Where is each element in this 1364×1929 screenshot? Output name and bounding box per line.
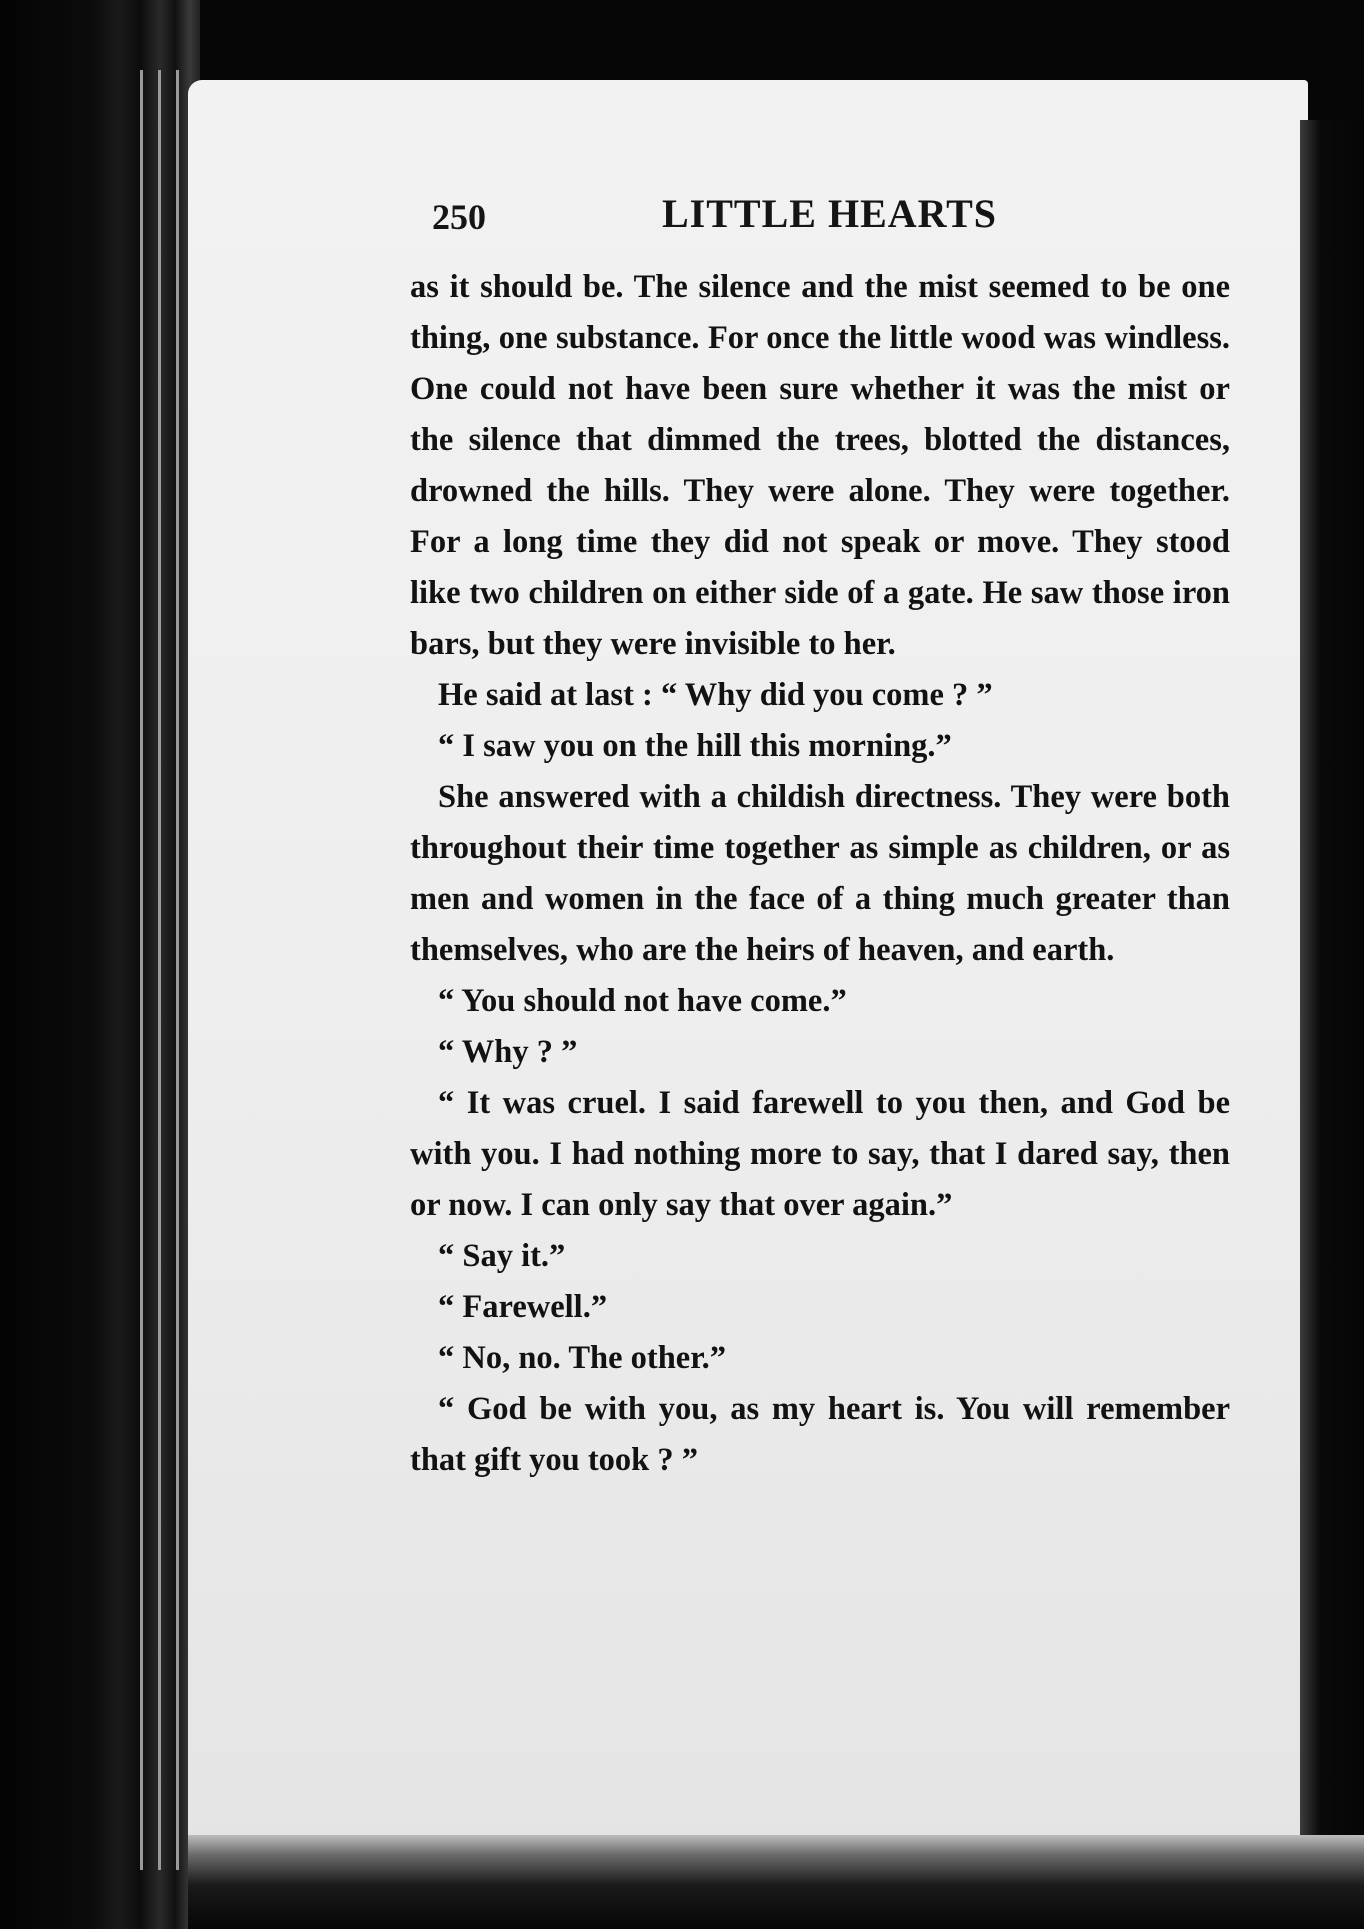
dialogue-line: “ Farewell.” xyxy=(438,1289,608,1325)
dialogue-line: “ I saw you on the hill this morning.” xyxy=(438,728,952,764)
paragraph: as it should be. The silence and the mist seemed to be one thing, one substance. For once the little wood was windless. One could not have been sure whether it was the mist or the silence that dimmed the trees, blotted the distances, drowned the hills. They were alone. They were together. For a long time they did not speak or move. They stood like two children on either side of a gate. He saw those iron bars, but they were invisible to her. xyxy=(410,269,1230,662)
book-spine-edge xyxy=(0,0,200,1929)
dialogue-paragraph: “ God be with you, as my heart is. You will remember that gift you took ? ” xyxy=(410,1391,1230,1478)
paragraph: She answered with a childish directness. They were both throughout their time together as simple as children, or as men and women in the face of a thing much greater than themselves, who are the heirs of heaven, and earth. xyxy=(410,779,1230,968)
body-text xyxy=(410,262,1230,1486)
running-title: LITTLE HEARTS xyxy=(662,191,998,236)
gutter-shadow xyxy=(1300,120,1364,1910)
dialogue-paragraph: “ It was cruel. I said farewell to you then, and God be with you. I had nothing more to say, that I dared say, then or now. I can only say that over again.” xyxy=(410,1085,1230,1223)
dialogue-line: “ You should not have come.” xyxy=(438,983,847,1019)
dialogue-line: He said at last : “ Why did you come ? ” xyxy=(438,677,993,713)
page-edge-line xyxy=(176,70,179,1870)
dialogue-line: “ Say it.” xyxy=(438,1238,566,1274)
running-header xyxy=(432,190,1012,250)
page-edge-line xyxy=(140,70,143,1870)
dialogue-line: “ No, no. The other.” xyxy=(438,1340,727,1376)
dialogue-line: “ Why ? ” xyxy=(438,1034,578,1070)
page-edge-line xyxy=(158,70,161,1870)
page-number: 250 xyxy=(432,197,486,237)
page-bottom-edge xyxy=(188,1835,1364,1929)
